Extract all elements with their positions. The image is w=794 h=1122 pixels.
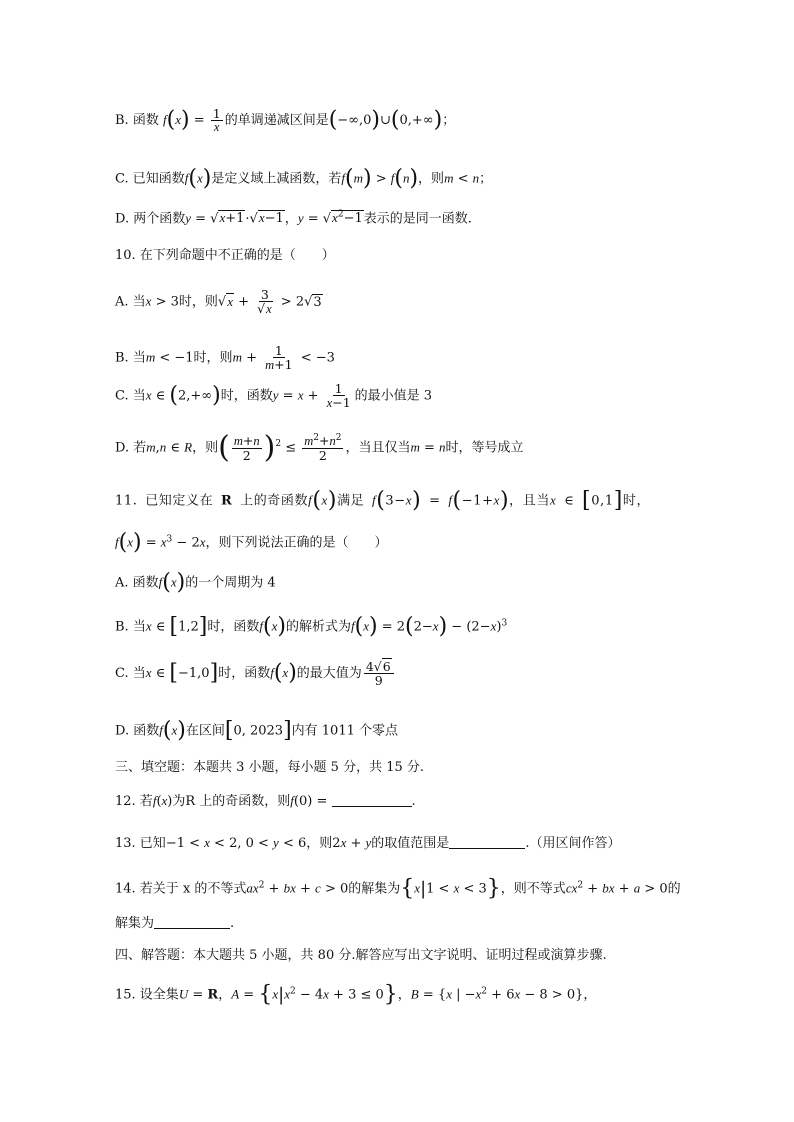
q14-line2: 解集为 . (115, 916, 235, 931)
q10-option-c: C. 当x ∈ (2,+∞)时，函数y = x + $\frac{1}{x-1}$ 的最小值是 3 (115, 381, 433, 411)
q11-option-c: C. 当x ∈ [−1,0]时，函数f(x)的最大值为 $\frac{4√6}{9}$ (115, 660, 396, 687)
q10-option-a: A. 当x > 3时，则√x + $\frac{3}{√x}$ > 2√3 (115, 287, 322, 317)
section-3-heading: 三、填空题：本题共 3 小题，每小题 5 分，共 15 分. (115, 760, 425, 775)
q9-option-b: B. 函数 f(x) = $\frac{1}{x}$ 的单调递减区间是(−∞,0)∪(0,+∞)； (115, 106, 456, 135)
answer-blank[interactable] (332, 794, 412, 807)
q10-stem: 10. 在下列命题中不正确的是（ ） (115, 248, 335, 263)
q11-stem-line1: 11. 已知定义在 R 上的奇函数f(x)满足 f(3−x) = f(−1+x)，且当x ∈ [0,1]时， (115, 488, 651, 513)
answer-blank[interactable] (154, 916, 230, 929)
q9-option-d: D. 两个函数y = √x+1·√x−1，$y = √x^2-1$表示的是同一函数. (115, 210, 472, 227)
q10-option-d: D. 若m,n ∈ R，则( $\frac{m+n}{2}$ )$^2$ ≤ $\frac{m^2+n^2}{2}$ ，当且仅当m = n时，等号成立 (115, 430, 524, 465)
q13: 13. 已知−1 < x < 2, 0 < y < 6，则2x + y的取值范围是 .（用区间作答） (115, 835, 621, 851)
fraction: $\frac{1}{x}$ (212, 106, 221, 135)
q11-option-a: A. 函数f(x)的一个周期为 4 (115, 570, 276, 595)
q11-option-d: D. 函数f(x)在区间[0, 2023]内有 1011 个零点 (115, 718, 399, 743)
q11-stem-line2: $f(x) = x^3 - 2x$，则下列说法正确的是（ ） (115, 530, 388, 555)
q14-line1: 14. 若关于 x 的不等式$ax^2$ + bx + c > 0的解集为{x|1 < x < 3}，则不等式$cx^2$ + bx + a > 0的 (115, 876, 681, 901)
q10-option-b: B. 当m < −1时，则m + $\frac{1}{m+1}$ < −3 (115, 343, 335, 373)
q15: 15. 设全集U = R，$A = \{x|x^2 - 4x + 3 \le 0\}$，B = {x | $-x^2 + 6x - 8 > 0$}， (115, 982, 597, 1007)
answer-blank[interactable] (449, 836, 525, 849)
q9-option-c: C. 已知函数f(x)是定义域上减函数，若f(m) > f(n)，则m < n； (115, 166, 493, 191)
section-4-heading: 四、解答题：本大题共 5 小题，共 80 分.解答应写出文字说明、证明过程或演算步骤. (115, 948, 607, 963)
q11-option-b: B. 当x ∈ [1,2]时，函数f(x)的解析式为$f(x) = 2(2-x) - (2-x)^3$ (115, 614, 508, 639)
q12: 12. 若f(x)为R 上的奇函数，则f(0) = . (115, 793, 416, 809)
